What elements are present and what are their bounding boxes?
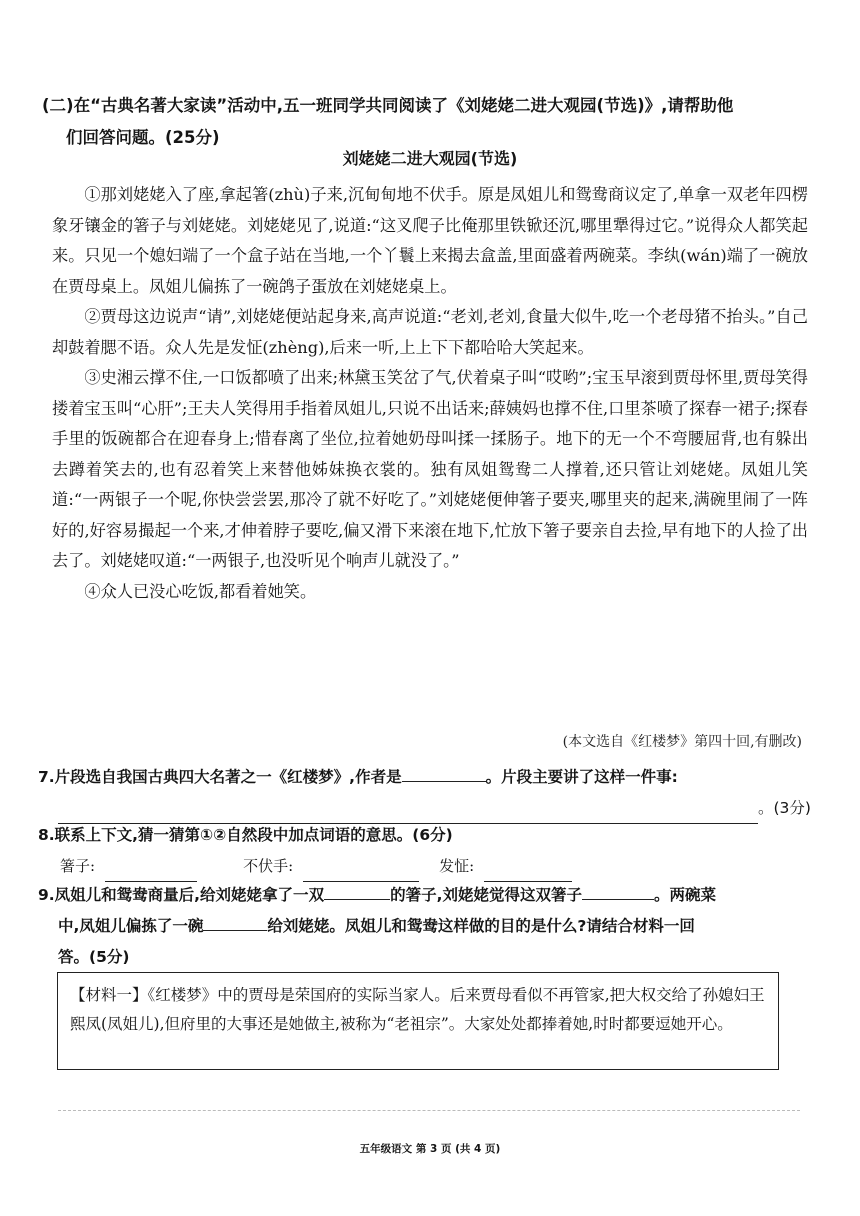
question-9 [38,880,813,973]
question-8 [38,820,813,882]
q9-text-d: 中,凤姐儿偏拣了一碗 [58,917,204,935]
passage-title: 刘姥姥二进大观园(节选) [342,149,518,168]
q9-blank-2[interactable] [582,881,654,900]
q9-text-b: 的箸子,刘姥姥觉得这双箸子 [390,886,582,904]
page-footer: 五年级语文 第 3 页 (共 4 页) [359,1143,501,1155]
q7-text-a: 7.片段选自我国古典四大名著之一《红楼梦》,作者是 [38,768,402,786]
q7-author-blank[interactable] [402,763,486,782]
paragraph-2: ②贾母这边说声“请”,刘姥姥便站起身来,高声说道:“老刘,老刘,食量大似牛,吃一个老母猪不抬头。”自己却鼓着腮不语。众人先是发怔(zhèng),后来一听,上上下下都哈哈大笑起来。 [52,307,808,357]
q8-label-2: 不伏手: [243,857,294,875]
q9-blank-1[interactable] [324,881,390,900]
q8-label-1: 箸子: [60,857,96,875]
question-7 [38,762,813,824]
section-heading-line2: 们回答问题。(25分) [66,128,220,147]
q9-blank-3[interactable] [203,912,267,931]
q7-score: 。(3分) [758,799,811,817]
q9-text-e: 给刘姥姥。凤姐儿和鸳鸯这样做的目的是什么?请结合材料一回 [267,917,695,935]
passage-body [52,180,808,607]
passage-source: (本文选自《红楼梦》第四十回,有删改) [562,734,802,750]
paragraph-3: ③史湘云撑不住,一口饭都喷了出来;林黛玉笑岔了气,伏着桌子叫“哎哟”;宝玉早滚到贾母怀里,贾母笑得搂着宝玉叫“心肝”;王夫人笑得用手指着凤姐儿,只说不出话来;薛姨妈也撑不住,口里茶喷了探春一裙子;探春手里的饭碗都合在迎春身上;惜春离了坐位,拉着她奶母叫揉一揉肠子。地下的无一个不弯腰屈背,也有躲出去蹲着笑去的,也有忍着笑上来替他姊妹换衣裳的。独有凤姐鸳鸯二人撑着,还只管让刘姥姥。凤姐儿笑道:“一两银子一个呢,你快尝尝罢,那冷了就不好吃了。”刘姥姥便伸箸子要夹,哪里夹的起来,满碗里闹了一阵好的,好容易撮起一个来,才伸着脖子要吃,偏又滑下来滚在地下,忙放下箸子要亲自去捡,早有地下的人捡了出去了。刘姥姥叹道:“一两银子,也没听见个响声儿就没了。” [52,368,808,570]
q8-fill-row [38,851,813,882]
q9-text-f: 答。(5分) [58,948,130,966]
section-heading-line1: (二)在“古典名著大家读”活动中,五一班同学共同阅读了《刘姥姥二进大观园(节选)》,请帮助他 [42,96,734,115]
divider-line [58,1110,800,1111]
q7-text-b: 。片段主要讲了这样一件事: [485,768,678,786]
paragraph-4: ④众人已没心吃饭,都看着她笑。 [84,581,317,601]
section-heading [42,90,812,154]
material-box: 【材料一】《红楼梦》中的贾母是荣国府的实际当家人。后来贾母看似不再管家,把大权交给了孙媳妇王熙凤(凤姐儿),但府里的大事还是她做主,被称为“老祖宗”。大家处处都捧着她,时时都要逗她开心。 [57,972,779,1070]
q9-text-c: 。两碗菜 [653,886,716,904]
q8-text: 8.联系上下文,猜一猜第①②自然段中加点词语的意思。(6分) [38,826,453,844]
q9-text-a: 9.凤姐儿和鸳鸯商量后,给刘姥姥拿了一双 [38,886,325,904]
paragraph-1: ①那刘姥姥入了座,拿起箸(zhù)子来,沉甸甸地不伏手。原是凤姐儿和鸳鸯商议定了,单拿一双老年四楞象牙镶金的箸子与刘姥姥。刘姥姥见了,说道:“这叉爬子比俺那里铁锨还沉,哪里犟得过它。”说得众人都笑起来。只见一个媳妇端了一个盒子站在当地,一个丫鬟上来揭去盒盖,里面盛着两碗菜。李纨(wán)端了一碗放在贾母桌上。凤姐儿偏拣了一碗鸽子蛋放在刘姥姥桌上。 [52,185,808,296]
q8-label-3: 发怔: [439,857,475,875]
